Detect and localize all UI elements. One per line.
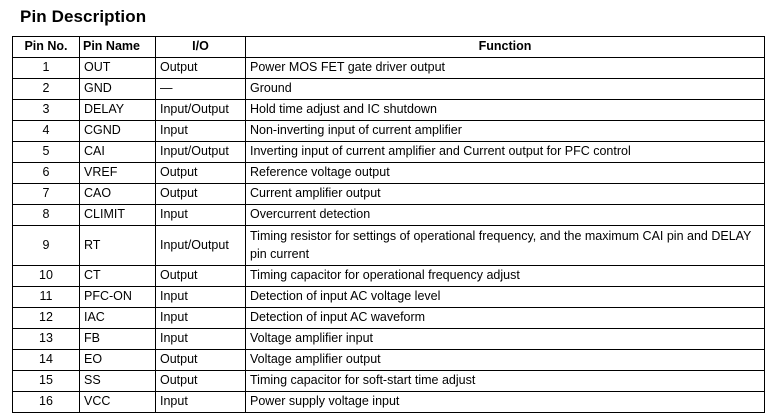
pin-number-cell: 16	[13, 392, 80, 413]
pin-io-cell: Input	[156, 392, 246, 413]
pin-function-cell: Power MOS FET gate driver output	[246, 58, 765, 79]
pin-function-cell: Timing resistor for settings of operational frequency, and the maximum CAI pin and DELAY pin current	[246, 226, 765, 266]
pin-number-cell: 5	[13, 142, 80, 163]
pin-name-cell: IAC	[80, 308, 156, 329]
pin-io-cell: Input	[156, 205, 246, 226]
pin-name-cell: DELAY	[80, 100, 156, 121]
pin-name-cell: RT	[80, 226, 156, 266]
pin-name-cell: CAO	[80, 184, 156, 205]
pin-io-cell: Input/Output	[156, 100, 246, 121]
pin-io-cell: Output	[156, 163, 246, 184]
pin-name-cell: CLIMIT	[80, 205, 156, 226]
pin-function-cell: Timing capacitor for operational frequency adjust	[246, 266, 765, 287]
pin-io-cell: Output	[156, 58, 246, 79]
pin-function-cell: Ground	[246, 79, 765, 100]
header-pin-name: Pin Name	[80, 37, 156, 58]
pin-description-table	[12, 36, 765, 413]
table-row	[13, 205, 765, 226]
pin-name-cell: EO	[80, 350, 156, 371]
table-row	[13, 184, 765, 205]
table-body	[13, 58, 765, 413]
pin-io-cell: Input/Output	[156, 226, 246, 266]
table-row	[13, 350, 765, 371]
pin-io-cell: Input/Output	[156, 142, 246, 163]
pin-number-cell: 10	[13, 266, 80, 287]
table-row	[13, 392, 765, 413]
pin-function-cell: Timing capacitor for soft-start time adjust	[246, 371, 765, 392]
pin-name-cell: FB	[80, 329, 156, 350]
pin-name-cell: CAI	[80, 142, 156, 163]
pin-io-cell: Output	[156, 184, 246, 205]
table-row	[13, 308, 765, 329]
pin-name-cell: SS	[80, 371, 156, 392]
pin-name-cell: VCC	[80, 392, 156, 413]
table-row	[13, 226, 765, 266]
pin-function-cell: Current amplifier output	[246, 184, 765, 205]
table-header-row	[13, 37, 765, 58]
pin-name-cell: CT	[80, 266, 156, 287]
pin-function-cell: Voltage amplifier output	[246, 350, 765, 371]
pin-name-cell: PFC-ON	[80, 287, 156, 308]
header-io: I/O	[156, 37, 246, 58]
pin-number-cell: 2	[13, 79, 80, 100]
pin-function-cell: Reference voltage output	[246, 163, 765, 184]
pin-number-cell: 11	[13, 287, 80, 308]
pin-number-cell: 6	[13, 163, 80, 184]
pin-number-cell: 3	[13, 100, 80, 121]
pin-number-cell: 7	[13, 184, 80, 205]
header-pin-no: Pin No.	[13, 37, 80, 58]
pin-io-cell: Input	[156, 308, 246, 329]
pin-name-cell: VREF	[80, 163, 156, 184]
page-title: Pin Description	[20, 7, 147, 26]
table-row	[13, 287, 765, 308]
pin-name-cell: OUT	[80, 58, 156, 79]
pin-number-cell: 1	[13, 58, 80, 79]
pin-function-cell: Hold time adjust and IC shutdown	[246, 100, 765, 121]
table-row	[13, 100, 765, 121]
pin-io-cell: Input	[156, 329, 246, 350]
pin-function-cell: Inverting input of current amplifier and Current output for PFC control	[246, 142, 765, 163]
table-row	[13, 329, 765, 350]
pin-function-cell: Detection of input AC waveform	[246, 308, 765, 329]
table-row	[13, 142, 765, 163]
pin-number-cell: 8	[13, 205, 80, 226]
table-row	[13, 121, 765, 142]
pin-function-cell: Voltage amplifier input	[246, 329, 765, 350]
pin-name-cell: CGND	[80, 121, 156, 142]
pin-number-cell: 14	[13, 350, 80, 371]
pin-function-cell: Non-inverting input of current amplifier	[246, 121, 765, 142]
pin-number-cell: 9	[13, 226, 80, 266]
header-function: Function	[246, 37, 765, 58]
pin-function-cell: Power supply voltage input	[246, 392, 765, 413]
table-row	[13, 163, 765, 184]
pin-number-cell: 15	[13, 371, 80, 392]
pin-number-cell: 13	[13, 329, 80, 350]
pin-number-cell: 4	[13, 121, 80, 142]
pin-function-cell: Overcurrent detection	[246, 205, 765, 226]
pin-function-cell: Detection of input AC voltage level	[246, 287, 765, 308]
pin-io-cell: Output	[156, 266, 246, 287]
pin-number-cell: 12	[13, 308, 80, 329]
table-row	[13, 58, 765, 79]
pin-io-cell: —	[156, 79, 246, 100]
pin-io-cell: Output	[156, 350, 246, 371]
pin-io-cell: Input	[156, 121, 246, 142]
table-row	[13, 371, 765, 392]
pin-io-cell: Output	[156, 371, 246, 392]
pin-io-cell: Input	[156, 287, 246, 308]
table-row	[13, 79, 765, 100]
table-row	[13, 266, 765, 287]
pin-name-cell: GND	[80, 79, 156, 100]
